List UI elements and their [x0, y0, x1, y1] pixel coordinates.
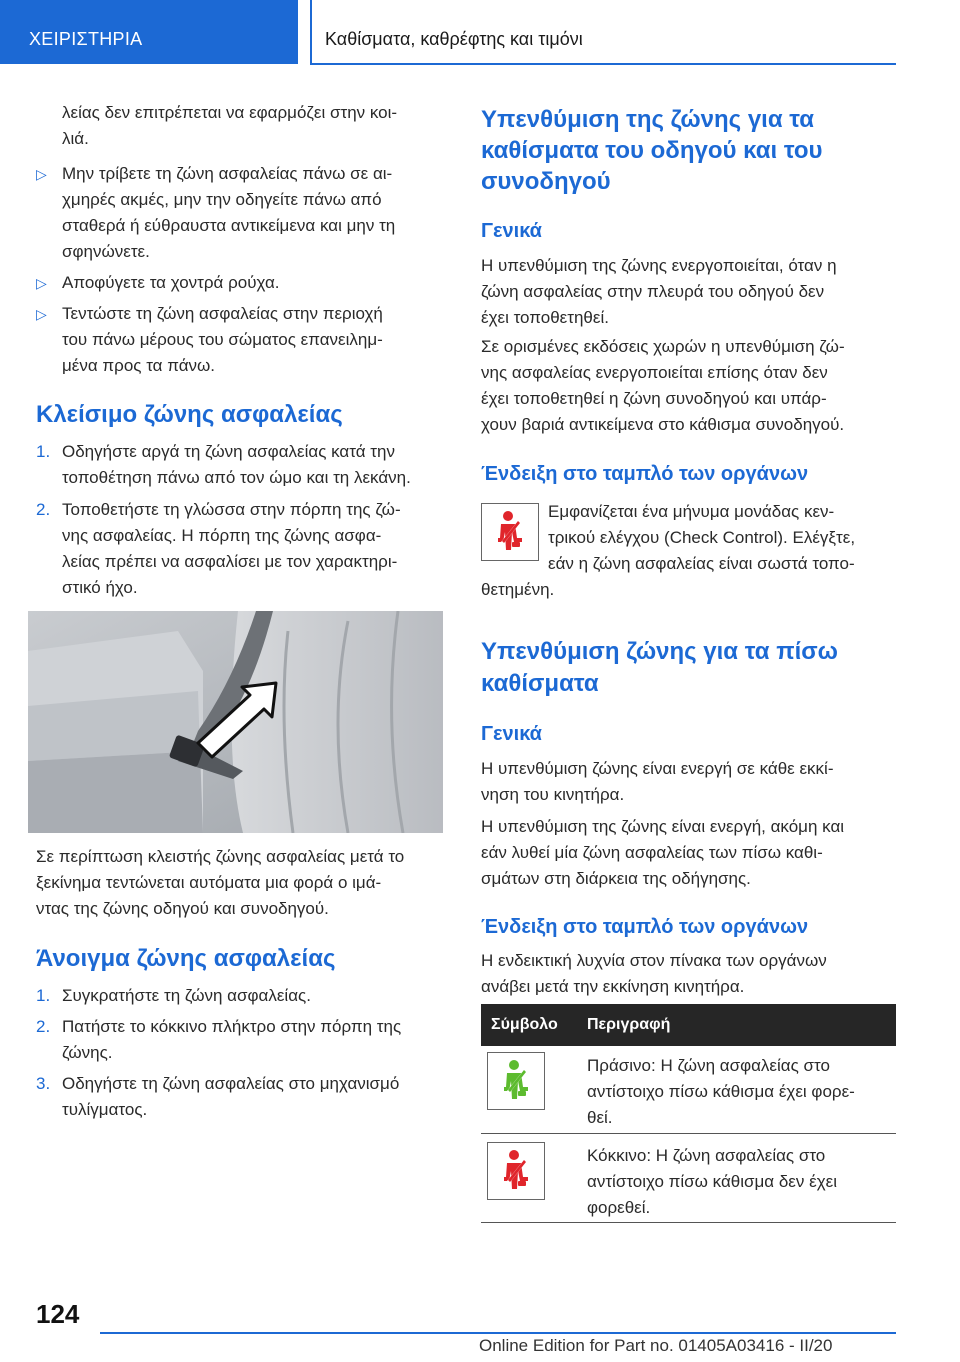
text-line: Πατήστε το κόκκινο πλήκτρο στην πόρπη της: [62, 1017, 402, 1036]
text-line: Η υπενθύμιση ζώνης είναι ενεργή σε κάθε εκκί-: [481, 759, 834, 778]
text-line: Σε περίπτωση κλειστής ζώνης ασφαλείας μετά το: [36, 847, 405, 866]
list-item: [36, 301, 456, 379]
list-item: [36, 497, 456, 601]
text-line: λείας πρέπει να ασφαλίσει με τον χαρακτηρι-: [62, 552, 398, 571]
text-line: ζώνης.: [62, 1043, 113, 1062]
text-line: Σε ορισμένες εκδόσεις χωρών η υπενθύμιση ζώ-: [481, 337, 845, 356]
text-line: Η υπενθύμιση της ζώνης είναι ενεργή, ακόμη και: [481, 817, 845, 836]
text-line: Οδηγήστε τη ζώνη ασφαλείας στο μηχανισμό: [62, 1074, 400, 1093]
column-header-description: Περιγραφή: [587, 1016, 671, 1033]
column-header-symbol: Σύμβολο: [491, 1016, 558, 1033]
table-divider: [481, 1222, 896, 1223]
step-number: 1.: [36, 442, 51, 461]
chapter-title: Καθίσματα, καθρέφτης και τιμόνι: [325, 29, 583, 49]
text-line: λείας δεν επιτρέπεται να εφαρμόζει στην κοι-: [62, 103, 398, 122]
text-line: εάν λυθεί μία ζώνη ασφαλείας των πίσω καθι-: [481, 843, 823, 862]
table-cell-line: Κόκκινο: Η ζώνη ασφαλείας στο: [587, 1146, 826, 1165]
text-line: Οδηγήστε αργά τη ζώνη ασφαλείας κατά την: [62, 442, 395, 461]
text-line: ντας της ζώνης οδηγού και συνοδηγού.: [36, 899, 329, 918]
text-line: εάν η ζώνη ασφαλείας είναι σωστά τοπο-: [548, 554, 855, 573]
heading-line: Υπενθύμιση της ζώνης για τα: [481, 106, 815, 133]
text-line: χουν βαριά αντικείμενα στο κάθισμα συνοδηγού.: [481, 415, 845, 434]
text-line: Μην τρίβετε τη ζώνη ασφαλείας πάνω σε αι-: [62, 164, 393, 183]
photo-caption: [36, 844, 456, 922]
indicator-text-end: [481, 577, 901, 603]
table-header: [481, 1004, 896, 1046]
seatbelt-red-icon: [487, 1142, 545, 1200]
step-number: 2.: [36, 1017, 51, 1036]
heading-line: συνοδηγού: [481, 168, 611, 195]
step-number: 2.: [36, 500, 51, 519]
table-cell-line: Πράσινο: Η ζώνη ασφαλείας στο: [587, 1056, 830, 1075]
edition-link[interactable]: Online Edition for Part no. 01405A03416 - II/20: [479, 1336, 833, 1355]
text-line: τρικού ελέγχου (Check Control). Ελέγξτε,: [548, 528, 856, 547]
step-number: 1.: [36, 986, 51, 1005]
table-divider: [481, 1133, 896, 1134]
continued-text: [62, 100, 452, 152]
heading-open-belt: Άνοιγμα ζώνης ασφαλείας: [36, 945, 336, 972]
list-item: [36, 439, 456, 491]
list-item: [36, 1071, 456, 1123]
triangle-bullet-icon: ▷: [36, 275, 47, 291]
heading-close-belt: Κλείσιμο ζώνης ασφαλείας: [36, 401, 343, 428]
heading-line: καθίσματα του οδηγού και του: [481, 137, 823, 164]
text-line: χμηρές ακμές, μην την οδηγείτε πάνω από: [62, 190, 382, 209]
text-line: στικό ήχο.: [62, 578, 138, 597]
heading-line: Υπενθύμιση ζώνης για τα πίσω: [481, 638, 838, 665]
text-line: νηση του κινητήρα.: [481, 785, 625, 804]
heading-general: Γενικά: [481, 723, 542, 745]
text-line: τοποθέτηση πάνω από τον ώμο και τη λεκάνη.: [62, 468, 411, 487]
list-item: [36, 270, 456, 296]
heading-rear-reminder: [481, 636, 901, 700]
seatbelt-green-icon: [487, 1052, 545, 1110]
text-line: Τεντώστε τη ζώνη ασφαλείας στην περιοχή: [62, 304, 383, 323]
text-line: ανάβει μετά την εκκίνηση κινητήρα.: [481, 977, 745, 996]
seatbelt-buckle-illustration: [28, 611, 443, 833]
text-line: σμάτων στη διάρκεια της οδήγησης.: [481, 869, 751, 888]
text-line: μένα προς τα πάνω.: [62, 356, 216, 375]
page-number: 124: [36, 1299, 80, 1329]
triangle-bullet-icon: ▷: [36, 166, 47, 182]
text-line: Εμφανίζεται ένα μήνυμα μονάδας κεν-: [548, 502, 835, 521]
table-cell-line: θεί.: [587, 1108, 613, 1127]
text-line: θετημένη.: [481, 580, 555, 599]
paragraph: [481, 756, 901, 808]
text-line: ξεκίνημα τεντώνεται αυτόματα μια φορά ο ιμά-: [36, 873, 382, 892]
table-cell-line: φορεθεί.: [587, 1198, 651, 1217]
header-underline: [310, 63, 896, 65]
table-row: [587, 1053, 897, 1131]
text-line: νης ασφαλείας. Η πόρπη της ζώνης ασφα-: [62, 526, 382, 545]
paragraph: [481, 253, 901, 331]
indicator-text: [548, 499, 898, 577]
text-line: έχει τοποθετηθεί η ζώνη συνοδηγού και υπάρ-: [481, 389, 827, 408]
footer-line: [100, 1332, 896, 1334]
paragraph: [481, 334, 901, 438]
heading-indicator: Ένδειξη στο ταμπλό των οργάνων: [481, 463, 809, 485]
text-line: Αποφύγετε τα χοντρά ρούχα.: [62, 273, 280, 292]
heading-front-reminder: [481, 104, 901, 197]
text-line: έχει τοποθετηθεί.: [481, 308, 609, 327]
text-line: Η υπενθύμιση της ζώνης ενεργοποιείται, όταν η: [481, 256, 837, 275]
text-line: Τοποθετήστε τη γλώσσα στην πόρπη της ζώ-: [62, 500, 401, 519]
heading-indicator: Ένδειξη στο ταμπλό των οργάνων: [481, 916, 809, 938]
text-line: σταθερά ή εύθραυστα αντικείμενα και μην τη: [62, 216, 396, 235]
triangle-bullet-icon: ▷: [36, 306, 47, 322]
table-row: [587, 1143, 897, 1221]
text-line: Συγκρατήστε τη ζώνη ασφαλείας.: [62, 986, 311, 1005]
heading-general: Γενικά: [481, 220, 542, 242]
paragraph: [481, 814, 901, 892]
step-number: 3.: [36, 1074, 51, 1093]
text-line: Η ενδεικτική λυχνία στον πίνακα των οργάνων: [481, 951, 827, 970]
paragraph: [481, 948, 901, 1000]
seatbelt-warning-icon: [481, 503, 539, 561]
list-item: [36, 983, 456, 1009]
text-line: νης ασφαλείας ενεργοποιείται επίσης όταν δεν: [481, 363, 828, 382]
table-cell-line: αντίστοιχο πίσω κάθισμα έχει φορε-: [587, 1082, 855, 1101]
text-line: τυλίγματος.: [62, 1100, 148, 1119]
header-separator: [310, 0, 312, 64]
list-item: [36, 161, 456, 265]
heading-line: καθίσματα: [481, 670, 599, 697]
section-tab-label: ΧΕΙΡΙΣΤΗΡΙΑ: [29, 29, 143, 49]
text-line: ζώνη ασφαλείας στην πλευρά του οδηγού δεν: [481, 282, 825, 301]
header-section-tab[interactable]: [0, 0, 298, 64]
table-cell-line: αντίστοιχο πίσω κάθισμα δεν έχει: [587, 1172, 837, 1191]
text-line: του πάνω μέρους του σώματος επανειλημ-: [62, 330, 383, 349]
text-line: σφηνώνετε.: [62, 242, 150, 261]
text-line: λιά.: [62, 129, 89, 148]
list-item: [36, 1014, 456, 1066]
seatbelt-buckle-photo: [28, 611, 443, 833]
